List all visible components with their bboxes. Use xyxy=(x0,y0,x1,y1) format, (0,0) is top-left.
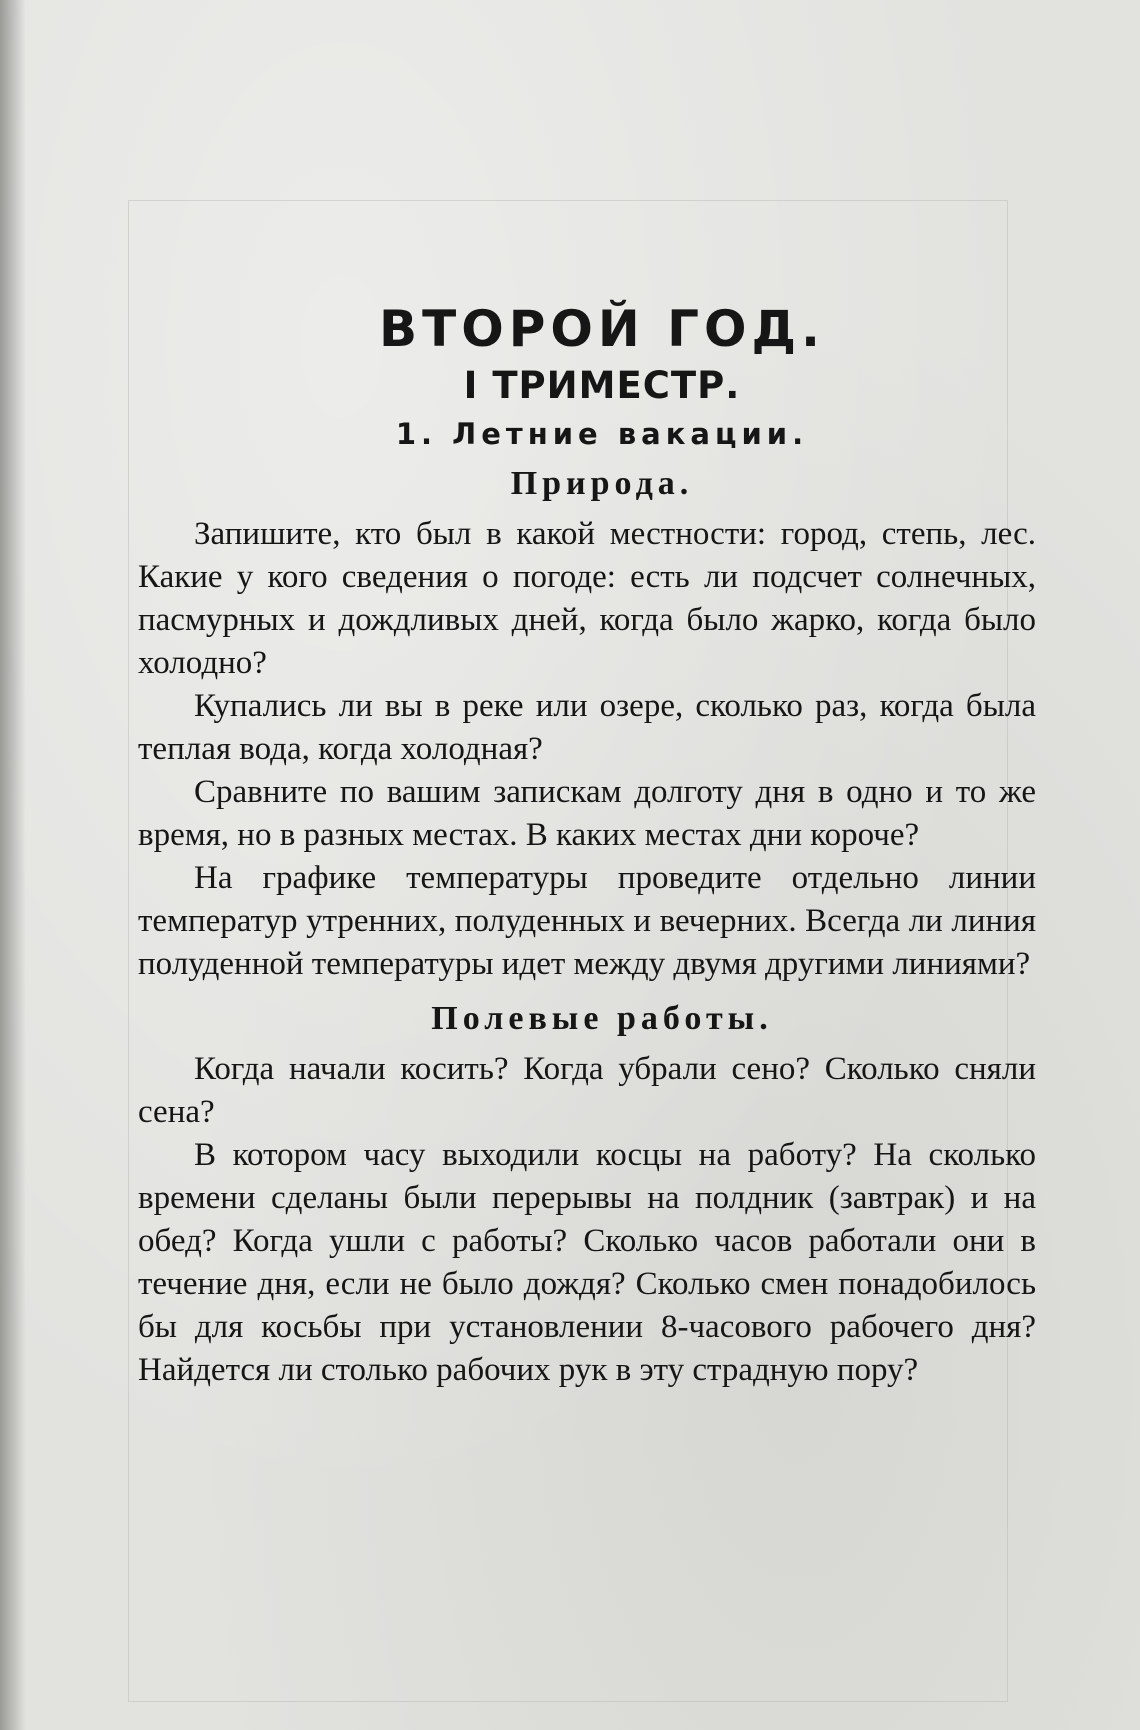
main-title: ВТОРОЙ ГОД. xyxy=(378,300,825,358)
paragraph: В котором часу выходили косцы на работу? На сколько времени сделаны были перерывы на полдник (завтрак) и на обед? Когда ушли с работы? Сколько часов работали они в течение дня, если не было дождя? Сколько смен понадобилось бы для косьбы при установлении 8-часового рабочего дня? Найдется ли столько рабочих рук в эту страдную пору? xyxy=(138,1137,1036,1388)
section-heading: Полевые работы. xyxy=(431,1000,773,1037)
section-heading: Природа. xyxy=(510,465,694,502)
section-field-work xyxy=(138,1000,1036,1392)
paragraph: Когда начали косить? Когда убрали сено? Сколько сняли сена? xyxy=(138,1051,1036,1130)
trimester-title: I ТРИМЕСТР. xyxy=(463,364,741,407)
section-spacer xyxy=(138,986,1036,1000)
page-binding-shadow xyxy=(0,0,26,1730)
section-nature xyxy=(138,465,1036,986)
paragraph: Сравните по вашим запискам долготу дня в одно и то же время, но в разных местах. В каких местах дни короче? xyxy=(138,774,1036,853)
chapter-title: 1. Летние вакации. xyxy=(395,417,809,451)
paragraph: Купались ли вы в реке или озере, сколько раз, когда была теплая вода, когда холодная? xyxy=(138,688,1036,767)
page-content xyxy=(138,300,1036,1392)
paragraph: На графике температуры проведите отдельно линии температур утренних, полуденных и вечерних. Всегда ли линия полуденной температуры идет между двумя другими линиями? xyxy=(138,860,1036,982)
paragraph: Запишите, кто был в какой местности: город, степь, лес. Какие у кого сведения о погоде: есть ли подсчет солнечных, пасмурных и дождливых дней, когда было жарко, когда было холодно? xyxy=(138,516,1036,681)
